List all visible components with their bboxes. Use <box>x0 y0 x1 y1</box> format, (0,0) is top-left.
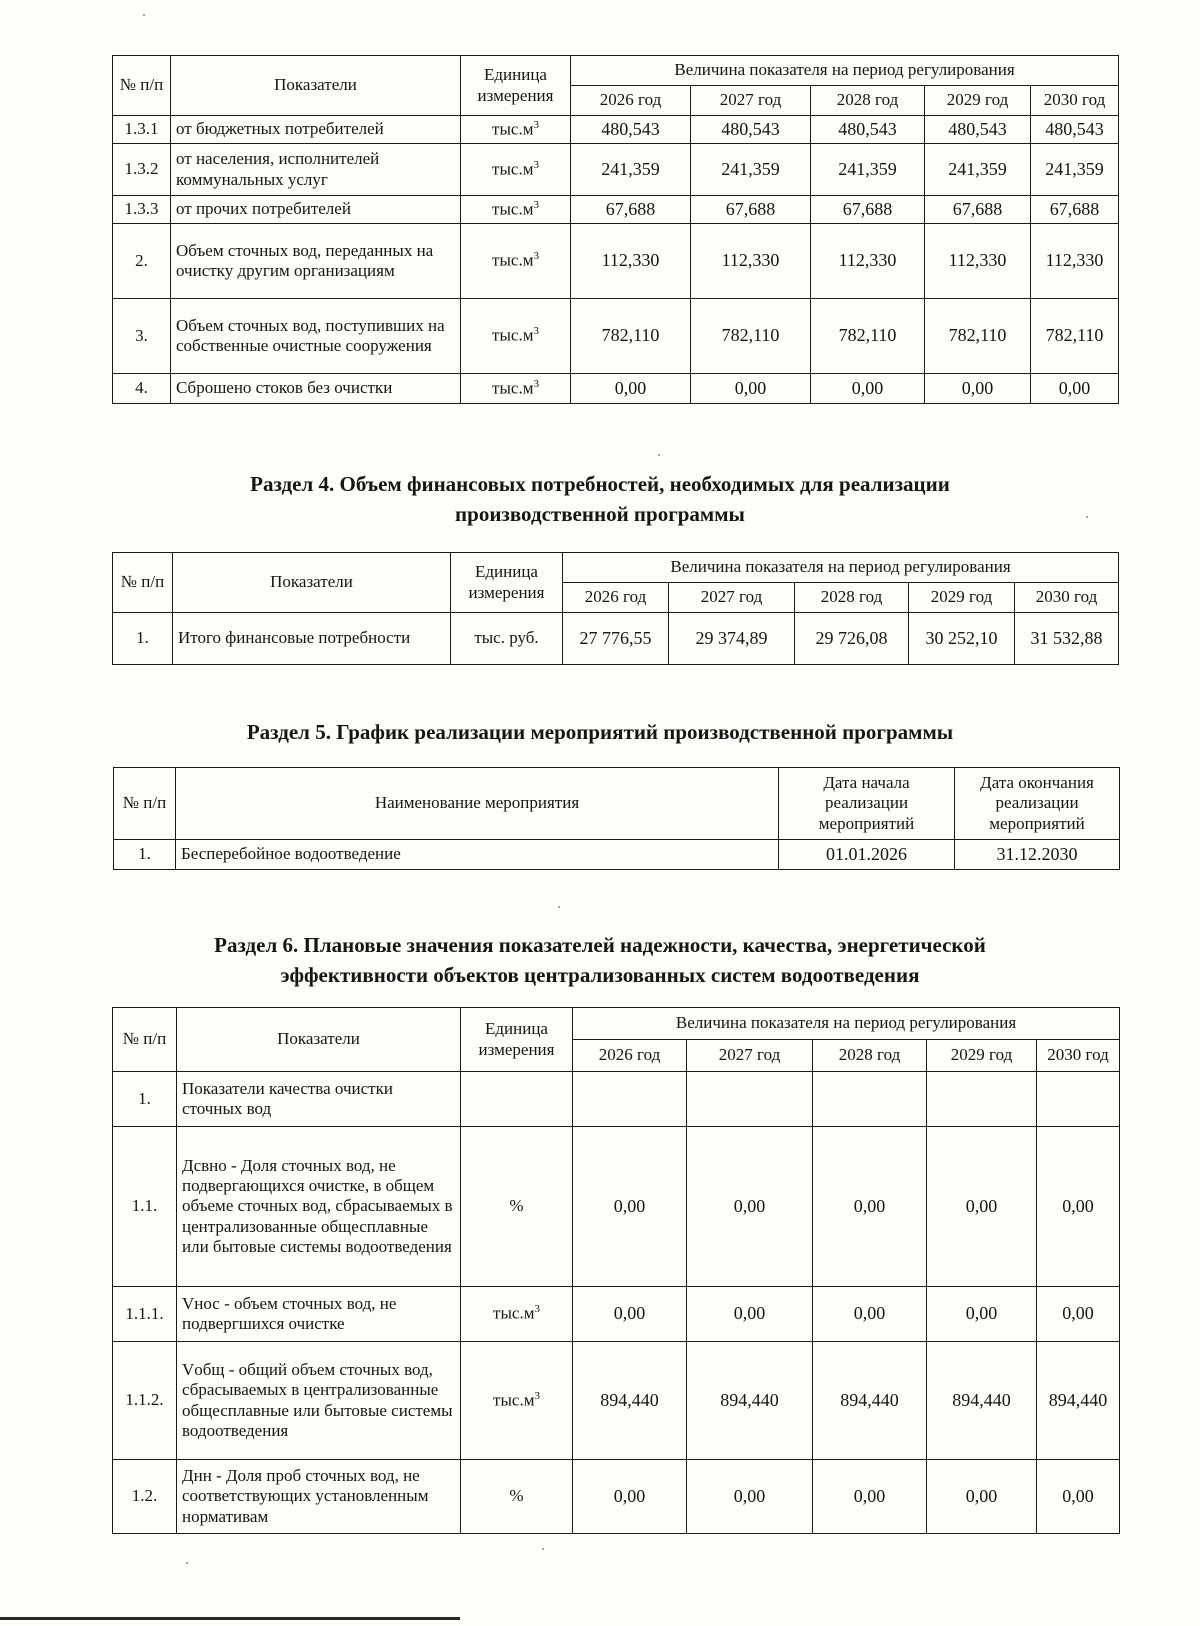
section-4-heading-line2: производственной программы <box>455 502 745 527</box>
value-cell: 0,00 <box>1037 1127 1120 1287</box>
value-cell <box>927 1072 1037 1127</box>
schedule-table <box>113 767 1120 870</box>
header-num: № п/п <box>113 553 173 613</box>
row-num: 1.1.2. <box>113 1342 177 1460</box>
value-cell: 782,110 <box>811 299 925 374</box>
value-cell: 782,110 <box>691 299 811 374</box>
value-cell: 0,00 <box>573 1287 687 1342</box>
value-cell: 29 374,89 <box>669 613 795 665</box>
table-row <box>113 299 1119 374</box>
value-cell: 0,00 <box>1037 1460 1120 1534</box>
value-cell: 0,00 <box>687 1127 813 1287</box>
value-cell: 241,359 <box>925 144 1031 196</box>
value-cell <box>573 1072 687 1127</box>
row-num: 1.3.2 <box>113 144 171 196</box>
header-unit: Единица измерения <box>461 1008 573 1072</box>
value-cell: 894,440 <box>687 1342 813 1460</box>
section-4-heading-line1: Раздел 4. Объем финансовых потребностей, необходимых для реализации <box>250 472 950 496</box>
scan-speck <box>1086 516 1088 518</box>
value-cell: 0,00 <box>573 1460 687 1534</box>
row-num: 1.1. <box>113 1127 177 1287</box>
row-name: Vнос - объем сточных вод, не подвергшихся очистке <box>177 1287 461 1342</box>
header-year-2029: 2029 год <box>925 86 1031 116</box>
value-cell <box>1037 1072 1120 1127</box>
row-name: Объем сточных вод, переданных на очистку другим организациям <box>171 224 461 299</box>
scan-speck <box>558 906 560 908</box>
header-event-name: Наименование мероприятия <box>176 768 779 840</box>
value-cell: 67,688 <box>571 196 691 224</box>
table-row <box>113 1072 1120 1127</box>
header-year-2028: 2028 год <box>795 583 909 613</box>
table-row <box>114 840 1120 870</box>
scan-speck <box>542 1548 544 1550</box>
header-year-2030: 2030 год <box>1037 1040 1120 1072</box>
value-cell: 894,440 <box>573 1342 687 1460</box>
value-cell: 0,00 <box>813 1460 927 1534</box>
scan-edge-line <box>0 1617 460 1620</box>
value-cell <box>687 1072 813 1127</box>
value-cell: 241,359 <box>811 144 925 196</box>
value-cell: 241,359 <box>1031 144 1119 196</box>
value-cell: 30 252,10 <box>909 613 1015 665</box>
section-5-heading-text: Раздел 5. График реализации мероприятий производственной программы <box>246 720 954 744</box>
value-cell: 782,110 <box>571 299 691 374</box>
value-cell: 112,330 <box>925 224 1031 299</box>
row-unit: $тыс.м^3$ <box>461 116 571 144</box>
header-num: № п/п <box>114 768 176 840</box>
value-cell: 112,330 <box>811 224 925 299</box>
table-row <box>113 224 1119 299</box>
row-unit: $тыс.м^3$ <box>461 374 571 404</box>
table-row <box>113 613 1119 665</box>
value-cell: 67,688 <box>1031 196 1119 224</box>
value-cell: 894,440 <box>813 1342 927 1460</box>
end-date-cell: 31.12.2030 <box>955 840 1120 870</box>
row-num: 1. <box>113 1072 177 1127</box>
header-indicators: Показатели <box>171 56 461 116</box>
section-6-heading <box>0 930 1200 991</box>
value-cell <box>813 1072 927 1127</box>
header-year-2026: 2026 год <box>563 583 669 613</box>
value-cell: 480,543 <box>571 116 691 144</box>
value-cell: 0,00 <box>925 374 1031 404</box>
row-unit <box>461 1072 573 1127</box>
header-indicators: Показатели <box>177 1008 461 1072</box>
row-name: Днн - Доля проб сточных вод, не соответствующих установленным нормативам <box>177 1460 461 1534</box>
row-num: 2. <box>113 224 171 299</box>
row-num: 1.2. <box>113 1460 177 1534</box>
header-period: Величина показателя на период регулирования <box>573 1008 1120 1040</box>
header-unit: Единица измерения <box>461 56 571 116</box>
header-start-date: Дата начала реализации мероприятий <box>779 768 955 840</box>
table-row <box>113 196 1119 224</box>
value-cell: 0,00 <box>813 1287 927 1342</box>
header-year-2026: 2026 год <box>573 1040 687 1072</box>
value-cell: 0,00 <box>927 1460 1037 1534</box>
row-unit: $тыс.м^3$ <box>461 1287 573 1342</box>
value-cell: 782,110 <box>925 299 1031 374</box>
value-cell: 480,543 <box>1031 116 1119 144</box>
value-cell: 112,330 <box>691 224 811 299</box>
header-year-2027: 2027 год <box>687 1040 813 1072</box>
row-name: Объем сточных вод, поступивших на собственные очистные сооружения <box>171 299 461 374</box>
header-period: Величина показателя на период регулирования <box>571 56 1119 86</box>
row-num: 1.3.1 <box>113 116 171 144</box>
reliability-indicators-table <box>112 1007 1120 1534</box>
row-unit: $тыс.м^3$ <box>461 1342 573 1460</box>
row-num: 1.1.1. <box>113 1287 177 1342</box>
value-cell: 0,00 <box>687 1460 813 1534</box>
row-unit: % <box>461 1460 573 1534</box>
row-name: от бюджетных потребителей <box>171 116 461 144</box>
table-row <box>113 374 1119 404</box>
value-cell: 27 776,55 <box>563 613 669 665</box>
wastewater-volume-table <box>112 55 1119 404</box>
row-name: Дсвно - Доля сточных вод, не подвергающихся очистке, в общем объеме сточных вод, сбрасываемых в централизованные общесплавные или бытовые системы водоотведения <box>177 1127 461 1287</box>
header-year-2030: 2030 год <box>1031 86 1119 116</box>
row-unit: $тыс.м^3$ <box>461 299 571 374</box>
scan-speck <box>143 14 145 16</box>
header-year-2029: 2029 год <box>927 1040 1037 1072</box>
row-unit: $тыс.м^3$ <box>461 196 571 224</box>
row-name: Итого финансовые потребности <box>173 613 451 665</box>
value-cell: 0,00 <box>687 1287 813 1342</box>
row-name: Показатели качества очистки сточных вод <box>177 1072 461 1127</box>
value-cell: 67,688 <box>925 196 1031 224</box>
row-num: 4. <box>113 374 171 404</box>
row-num: 1.3.3 <box>113 196 171 224</box>
row-name: Vобщ - общий объем сточных вод, сбрасываемых в централизованные общесплавные или бытовые системы водоотведения <box>177 1342 461 1460</box>
value-cell: 894,440 <box>1037 1342 1120 1460</box>
header-year-2027: 2027 год <box>691 86 811 116</box>
value-cell: 782,110 <box>1031 299 1119 374</box>
financial-needs-table <box>112 552 1119 665</box>
header-year-2028: 2028 год <box>813 1040 927 1072</box>
table-row <box>113 144 1119 196</box>
value-cell: 0,00 <box>691 374 811 404</box>
table-row <box>113 1127 1120 1287</box>
header-period: Величина показателя на период регулирования <box>563 553 1119 583</box>
row-unit: $тыс.м^3$ <box>461 224 571 299</box>
table-row <box>113 1287 1120 1342</box>
section-6-heading-line2: эффективности объектов централизованных систем водоотведения <box>280 963 920 988</box>
row-name: Сброшено стоков без очистки <box>171 374 461 404</box>
section-4-heading <box>0 469 1200 530</box>
row-unit: % <box>461 1127 573 1287</box>
value-cell: 894,440 <box>927 1342 1037 1460</box>
header-end-date: Дата окончания реализации мероприятий <box>955 768 1120 840</box>
header-year-2029: 2029 год <box>909 583 1015 613</box>
value-cell: 67,688 <box>691 196 811 224</box>
value-cell: 241,359 <box>691 144 811 196</box>
row-unit: тыс. руб. <box>451 613 563 665</box>
row-num: 3. <box>113 299 171 374</box>
value-cell: 0,00 <box>1031 374 1119 404</box>
header-year-2027: 2027 год <box>669 583 795 613</box>
start-date-cell: 01.01.2026 <box>779 840 955 870</box>
value-cell: 0,00 <box>927 1287 1037 1342</box>
value-cell: 0,00 <box>571 374 691 404</box>
value-cell: 0,00 <box>927 1127 1037 1287</box>
row-name: от населения, исполнителей коммунальных услуг <box>171 144 461 196</box>
row-num: 1. <box>113 613 173 665</box>
value-cell: 241,359 <box>571 144 691 196</box>
header-year-2030: 2030 год <box>1015 583 1119 613</box>
header-indicators: Показатели <box>173 553 451 613</box>
value-cell: 0,00 <box>811 374 925 404</box>
table-row <box>113 1342 1120 1460</box>
table-row <box>113 1460 1120 1534</box>
scan-speck <box>186 1562 188 1564</box>
value-cell: 29 726,08 <box>795 613 909 665</box>
value-cell: 112,330 <box>1031 224 1119 299</box>
header-num: № п/п <box>113 56 171 116</box>
section-5-heading <box>0 717 1200 747</box>
table-row <box>113 116 1119 144</box>
header-year-2028: 2028 год <box>811 86 925 116</box>
header-unit: Единица измерения <box>451 553 563 613</box>
header-year-2026: 2026 год <box>571 86 691 116</box>
value-cell: 480,543 <box>811 116 925 144</box>
value-cell: 0,00 <box>573 1127 687 1287</box>
row-unit: $тыс.м^3$ <box>461 144 571 196</box>
value-cell: 112,330 <box>571 224 691 299</box>
value-cell: 480,543 <box>925 116 1031 144</box>
row-name: Бесперебойное водоотведение <box>176 840 779 870</box>
scan-speck <box>658 454 660 456</box>
value-cell: 0,00 <box>1037 1287 1120 1342</box>
row-num: 1. <box>114 840 176 870</box>
row-name: от прочих потребителей <box>171 196 461 224</box>
value-cell: 31 532,88 <box>1015 613 1119 665</box>
value-cell: 480,543 <box>691 116 811 144</box>
section-6-heading-line1: Раздел 6. Плановые значения показателей надежности, качества, энергетической <box>214 933 986 957</box>
value-cell: 0,00 <box>813 1127 927 1287</box>
value-cell: 67,688 <box>811 196 925 224</box>
header-num: № п/п <box>113 1008 177 1072</box>
